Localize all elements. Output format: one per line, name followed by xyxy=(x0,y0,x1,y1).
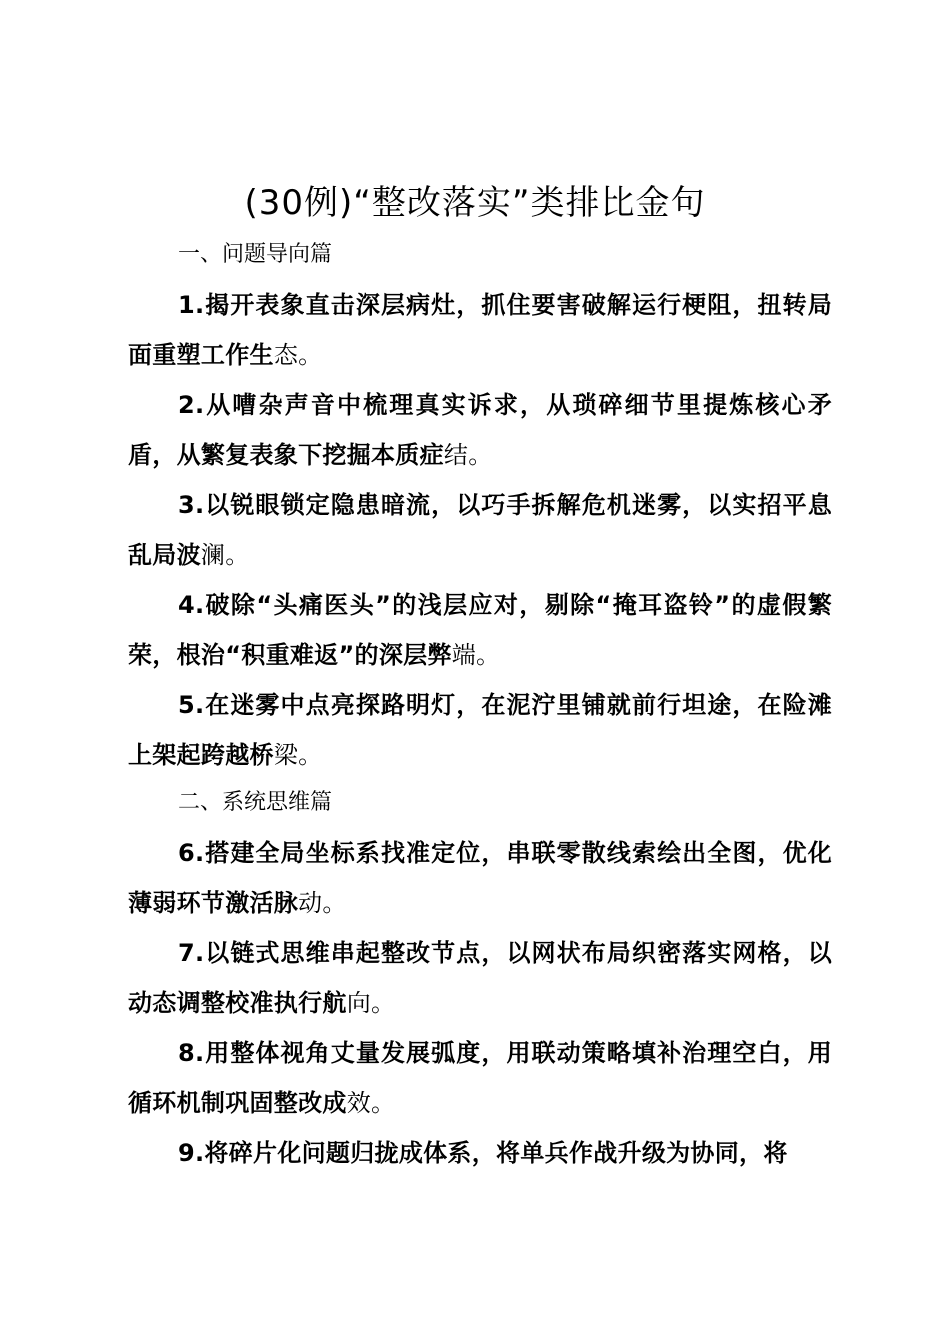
item-text: 6.搭建全局坐标系找准定位，串联零散线索绘出全图，优化薄弱环节激活脉 xyxy=(128,839,832,917)
item-text: 1.揭开表象直击深层病灶，抓住要害破解运行梗阻，扭转局面重塑工作生 xyxy=(128,291,832,369)
item-tail: 效。 xyxy=(346,1088,396,1117)
section-heading-systems-thinking: 二、系统思维篇 xyxy=(178,790,333,815)
item-tail: 梁。 xyxy=(273,740,323,769)
paragraph-item xyxy=(128,481,832,580)
document-title: (30例)“整改落实”类排比金句 xyxy=(244,183,706,223)
item-tail: 端。 xyxy=(451,640,501,669)
item-tail: 动。 xyxy=(298,888,347,917)
item-text: 4.破除“头痛医头”的浅层应对，剔除“掩耳盗铃”的虚假繁荣，根治“积重难返”的深层弊 xyxy=(128,591,832,669)
item-text: 9.将碎片化问题归拢成体系，将单兵作战升级为协同，将 xyxy=(178,1139,788,1167)
item-text: 8.用整体视角丈量发展弧度，用联动策略填补治理空白，用循环机制巩固整改成 xyxy=(128,1039,832,1117)
paragraph-item xyxy=(128,1029,832,1128)
paragraph-item xyxy=(128,581,832,680)
paragraph-item xyxy=(128,281,832,380)
item-tail: 向。 xyxy=(346,988,396,1017)
item-tail: 澜。 xyxy=(200,540,250,569)
item-text: 5.在迷雾中点亮探路明灯，在泥泞里铺就前行坦途，在险滩上架起跨越桥 xyxy=(128,691,832,769)
paragraph-item xyxy=(128,681,832,780)
item-text: 3.以锐眼锁定隐患暗流，以巧手拆解危机迷雾，以实招平息乱局波 xyxy=(128,491,832,569)
paragraph-item xyxy=(128,929,832,1028)
section-heading-problem-oriented: 一、问题导向篇 xyxy=(178,242,333,267)
item-tail: 态。 xyxy=(273,340,323,369)
paragraph-item xyxy=(128,829,832,928)
item-text: 7.以链式思维串起整改节点，以网状布局织密落实网格，以动态调整校准执行航 xyxy=(128,939,832,1017)
item-tail: 结。 xyxy=(443,440,493,469)
paragraph-item xyxy=(128,1129,832,1179)
item-text: 2.从嘈杂声音中梳理真实诉求，从琐碎细节里提炼核心矛盾，从繁复表象下挖掘本质症 xyxy=(128,391,832,469)
paragraph-item xyxy=(128,381,832,480)
